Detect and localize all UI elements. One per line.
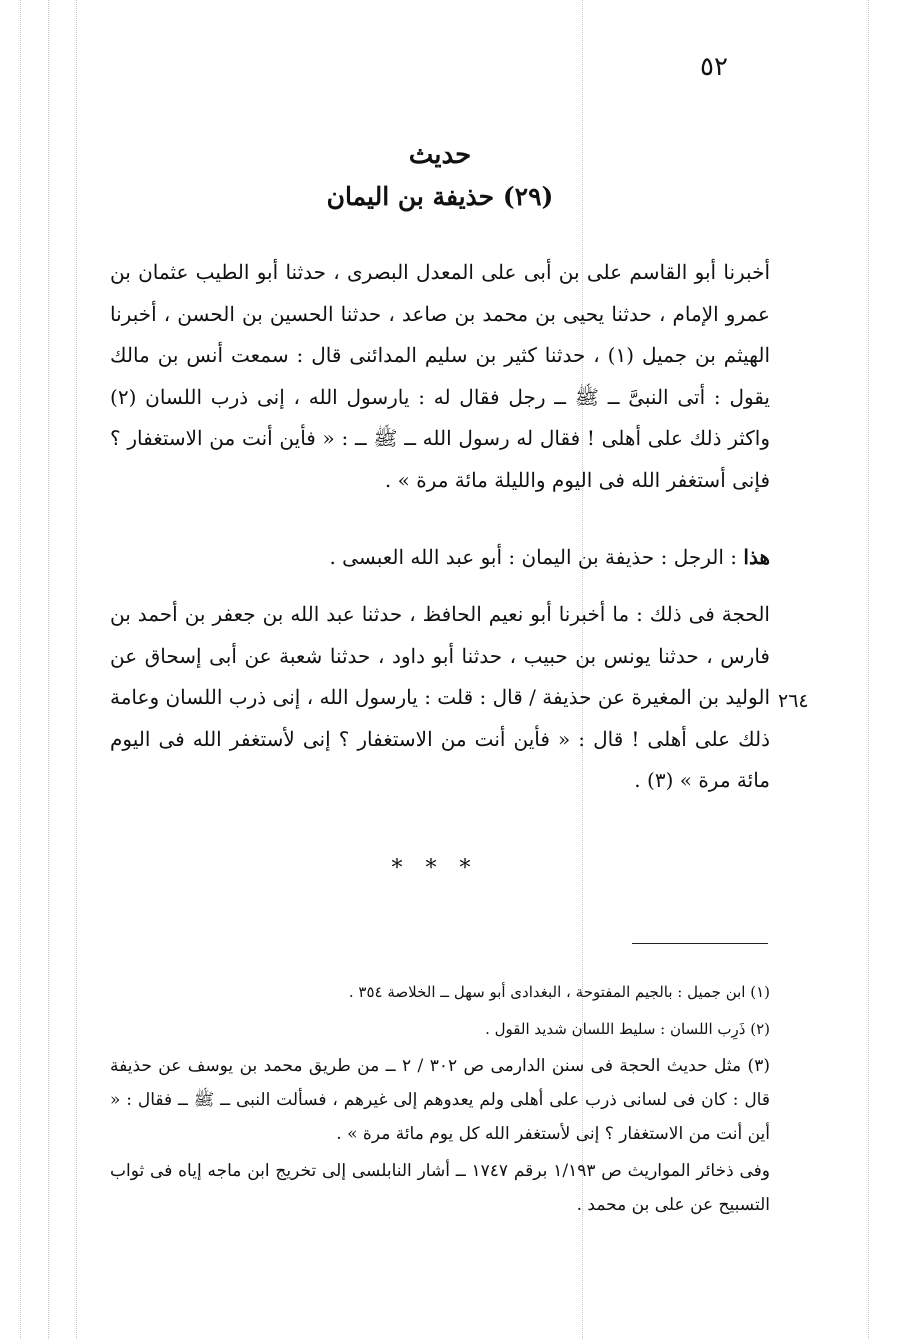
page-number: ٥٢ bbox=[700, 52, 728, 82]
bold-lead-word: هذا bbox=[743, 545, 770, 569]
footnote-3: (٣) مثل حديث الحجة فى سنن الدارمى ص ٣٠٢ / ٢ ــ من طريق محمد بن يوسف عن حذيفة قال : كان فى لسانى ذرب على أهلى ولم يعدوهم إلى غيرهم ، فسألت النبى ــ ﷺ ــ فقال : « أين أنت من الاستغفار ؟ إنى لأستغفر الله كل يوم مائة مرة » . bbox=[110, 1056, 770, 1144]
guide-line bbox=[20, 0, 21, 1339]
footnotes bbox=[110, 975, 770, 1225]
guide-line bbox=[868, 0, 869, 1339]
hadith-paragraph: أخبرنا أبو القاسم على بن أبى على المعدل البصرى ، حدثنا أبو الطيب عثمان بن عمرو الإمام ، حدثنا يحيى بن محمد بن صاعد ، حدثنا الحسين بن الحسن ، أخبرنا الهيثم بن جميل (١) ، حدثنا كثير بن سليم المدائنى قال : سمعت أنس بن مالك يقول : أتى النبىَّ ــ ﷺ ــ رجل فقال له : يارسول الله ، إنى ذرب اللسان (٢) واكثر ذلك على أهلى ! فقال له رسول الله ــ ﷺ ــ : « فأين أنت من الاستغفار ؟ فإنى أستغفر الله فى اليوم والليلة مائة مرة » . bbox=[110, 260, 771, 492]
footnote-divider bbox=[632, 943, 768, 944]
narrator-text: : الرجل : حذيفة بن اليمان : أبو عبد الله العبسى . bbox=[329, 545, 738, 569]
evidence-paragraph: الحجة فى ذلك : ما أخبرنا أبو نعيم الحافظ ، حدثنا عبد الله بن جعفر بن أحمد بن فارس ، حدثنا يونس بن حبيب ، حدثنا أبو داود ، حدثنا شعبة عن أبى إسحاق عن الوليد بن المغيرة عن حذيفة / قال : قلت : يارسول الله ، إنى ذرب اللسان وعامة ذلك على أهلى ! قال : « فأين أنت من الاستغفار ؟ إنى لأستغفر الله فى اليوم مائة مرة » (٣) . bbox=[110, 602, 770, 792]
guide-line bbox=[76, 0, 77, 1339]
section-subheading: (٢٩) حذيفة بن اليمان bbox=[326, 182, 554, 211]
footnote-1: (١) ابن جميل : بالجيم المفتوحة ، البغدادى أبو سهل ــ الخلاصة ٣٥٤ . bbox=[348, 983, 770, 1001]
section-separator: * * * bbox=[391, 856, 479, 881]
guide-line bbox=[48, 0, 49, 1339]
narrator-paragraph bbox=[110, 537, 770, 579]
margin-page-reference: ٢٦٤ bbox=[778, 690, 809, 712]
section-heading: حديث bbox=[408, 140, 472, 170]
footnote-3-continuation: وفى ذخائر المواريث ص ١/١٩٣ برقم ١٧٤٧ ــ أشار النابلسى إلى تخريج ابن ماجه إياه فى ثواب التسبيح عن على بن محمد . bbox=[110, 1161, 770, 1215]
footnote-2: (٢) ذَرِب اللسان : سليط اللسان شديد القول . bbox=[485, 1020, 770, 1038]
